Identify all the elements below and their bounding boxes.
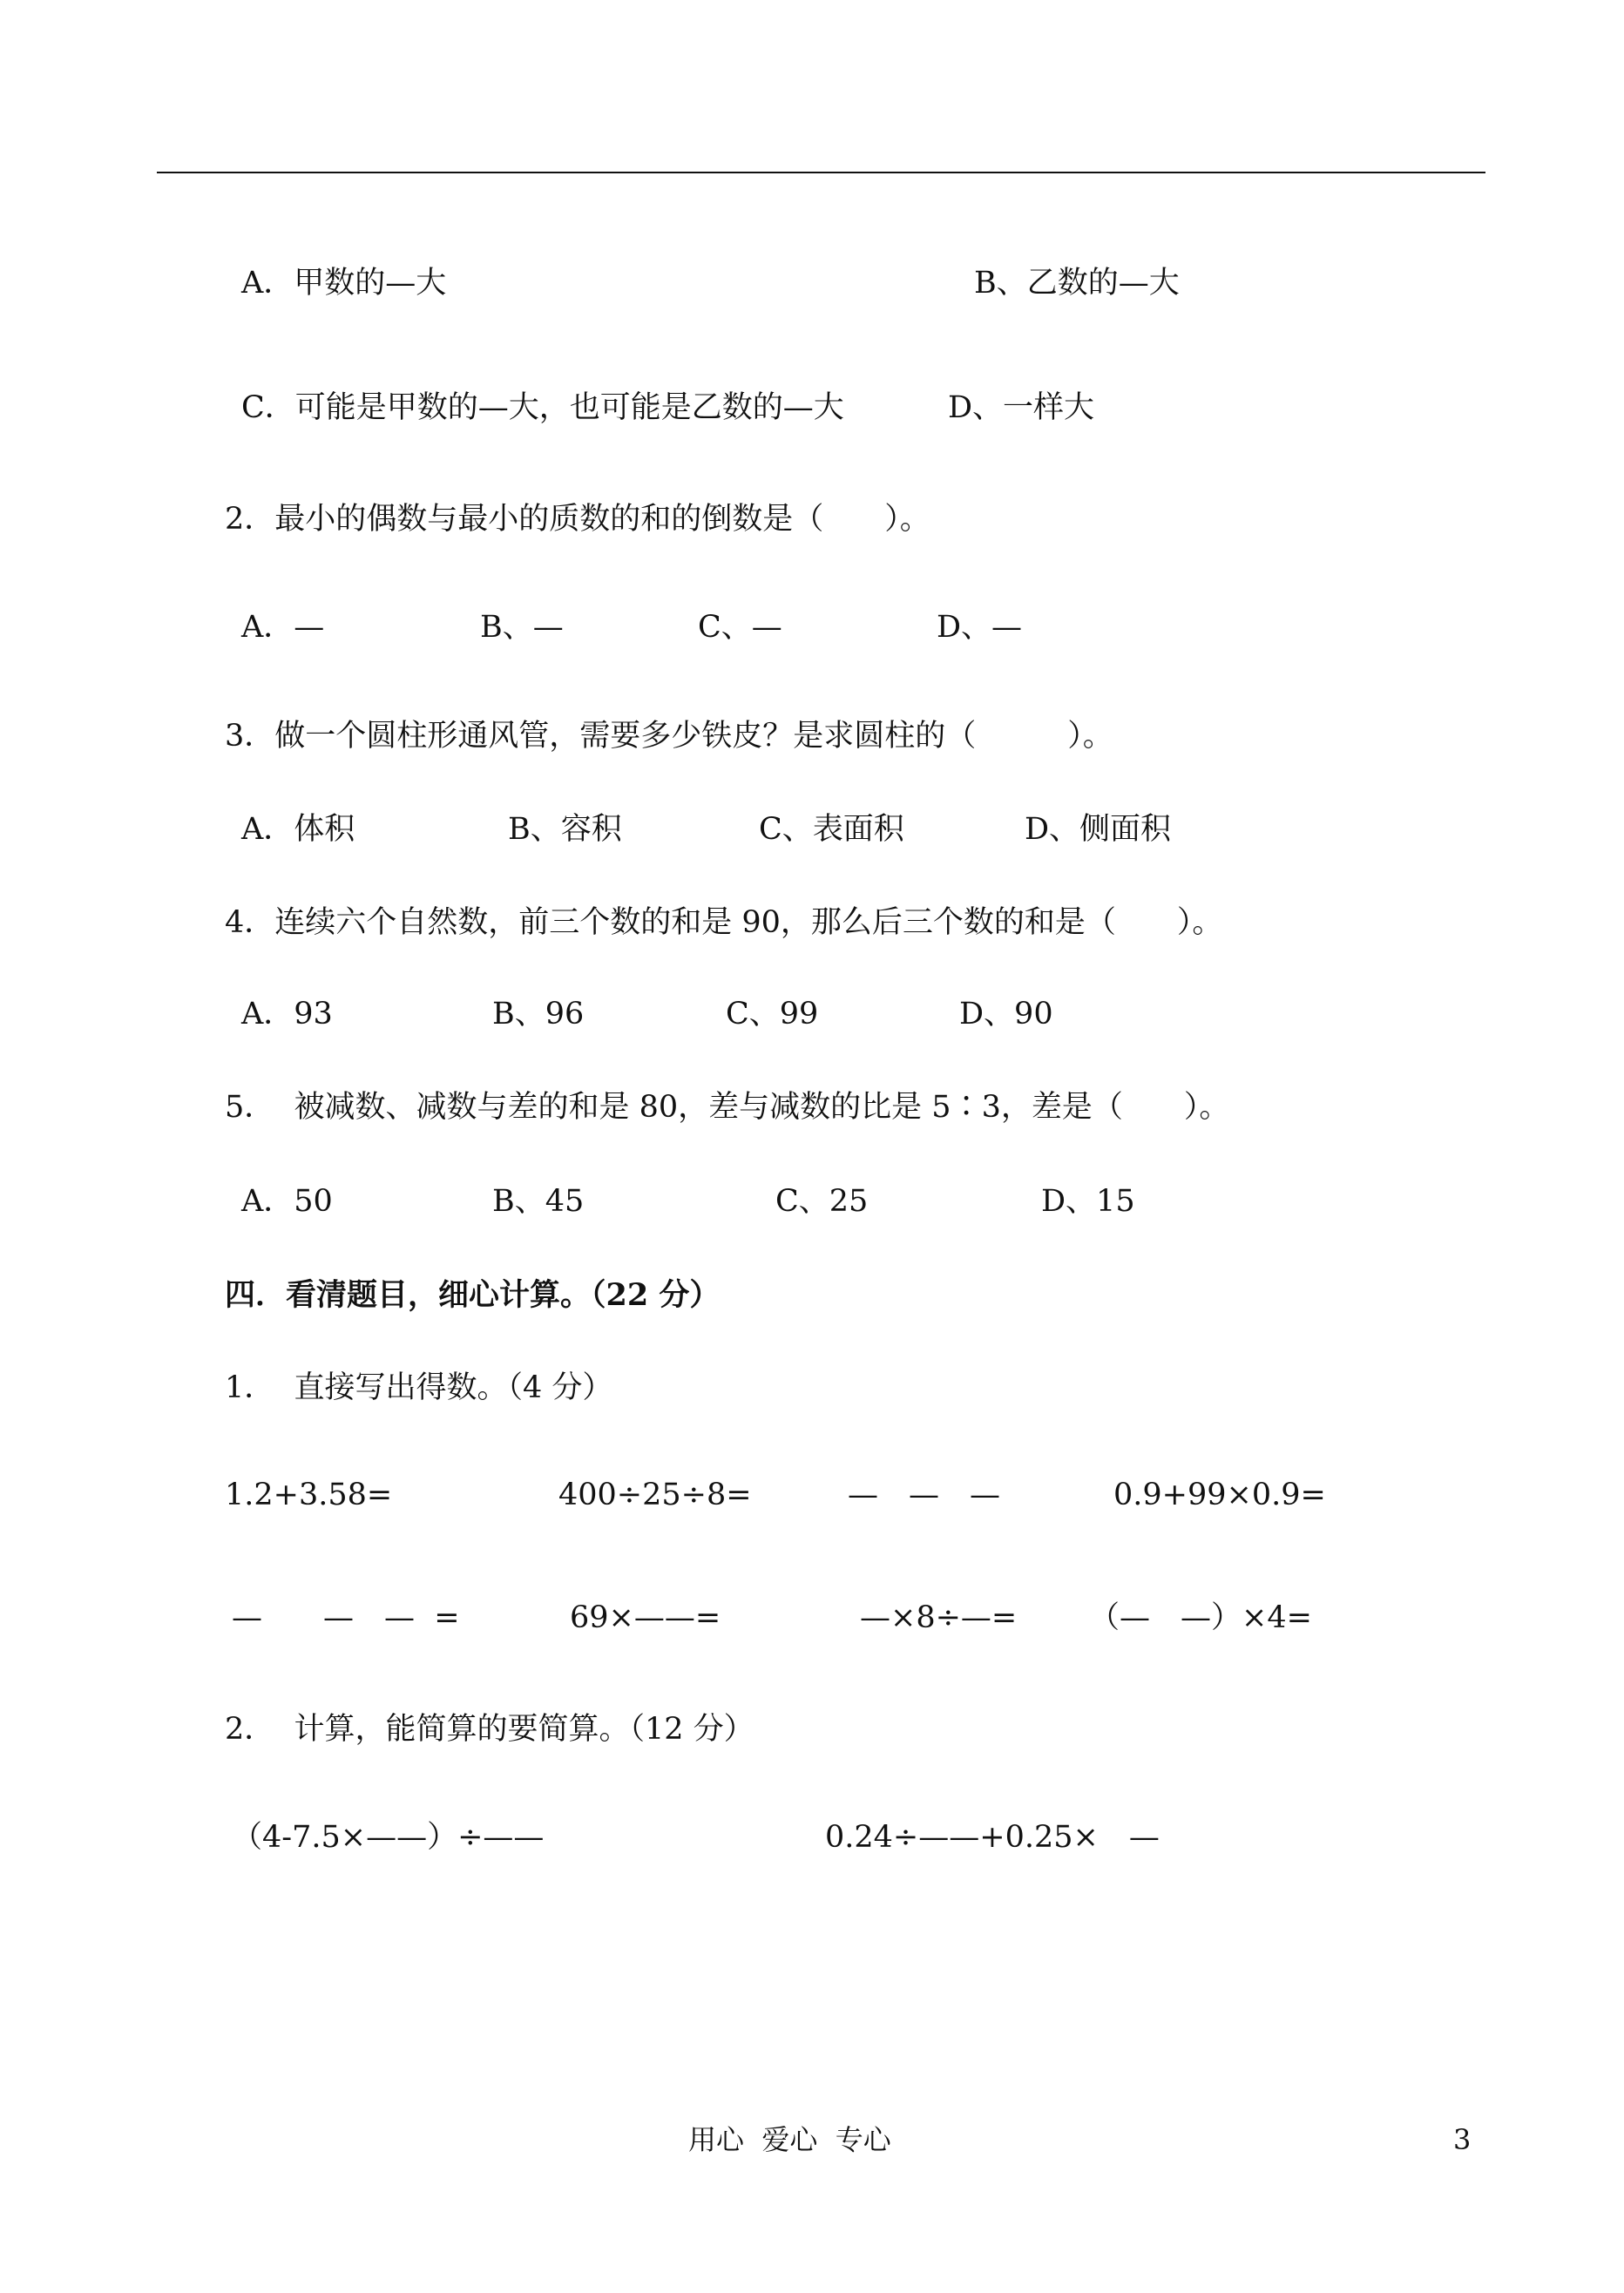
q2-options (0, 603, 1624, 652)
oral-calc-item: — — — = (232, 1600, 460, 1635)
page-number: 3 (1453, 2123, 1472, 2156)
q2-option-c: C、— (698, 610, 782, 645)
q4-option-b: B、96 (492, 997, 585, 1032)
q3-option-b: B、容积 (508, 812, 622, 847)
q4-option-c: C、99 (726, 997, 819, 1032)
q3-option-a: A．体积 (241, 812, 355, 847)
q1-option-c: C．可能是甲数的—大，也可能是乙数的—大 (241, 390, 844, 425)
calc-item: 0.24÷——+0.25× — (825, 1820, 1160, 1855)
oral-calc-item: （— —）×4= (1089, 1600, 1312, 1635)
calc-row (0, 1813, 1624, 1862)
part1-title: 1． 直接写出得数。（4 分） (225, 1370, 613, 1405)
section4-title: 四．看清题目，细心计算。（22 分） (225, 1277, 721, 1313)
q4-stem-line (0, 898, 1624, 947)
oral-calc-item: 0.9+99×0.9= (1113, 1478, 1326, 1512)
calc-item: （4-7.5×——）÷—— (232, 1820, 545, 1855)
oral-calc-row1 (0, 1471, 1624, 1519)
footer-slogan: 用心 爱心 专心 (688, 2123, 891, 2156)
header-rule (157, 172, 1485, 173)
q5-option-d: D、15 (1041, 1184, 1135, 1219)
q5-option-a: A．50 (241, 1184, 333, 1219)
q3-stem: 3．做一个圆柱形通风管，需要多少铁皮？是求圆柱的（ ）。 (225, 719, 1113, 754)
q1-options-row1 (0, 259, 1624, 308)
q3-options (0, 805, 1624, 854)
q5-stem: 5． 被减数、减数与差的和是 80，差与减数的比是 5∶3，差是（ ）。 (225, 1090, 1230, 1125)
part2-title: 2． 计算，能简算的要简算。（12 分） (225, 1712, 754, 1747)
q4-stem: 4．连续六个自然数，前三个数的和是 90，那么后三个数的和是（ ）。 (225, 905, 1223, 940)
q2-stem-line (0, 495, 1624, 544)
q3-option-d: D、侧面积 (1025, 812, 1172, 847)
q4-options (0, 990, 1624, 1038)
q4-option-a: A．93 (241, 997, 333, 1032)
oral-calc-item: 1.2+3.58= (225, 1478, 393, 1512)
q5-option-b: B、45 (492, 1184, 585, 1219)
q3-stem-line (0, 712, 1624, 761)
q2-option-a: A．— (241, 610, 325, 645)
q2-option-b: B、— (480, 610, 564, 645)
section4-title-line (0, 1271, 1624, 1320)
q1-options-row2 (0, 383, 1624, 432)
oral-calc-item: — — — (848, 1478, 1001, 1512)
q5-option-c: C、25 (775, 1184, 869, 1219)
q2-stem: 2．最小的偶数与最小的质数的和的倒数是（ ）。 (225, 502, 930, 537)
q2-option-d: D、— (937, 610, 1023, 645)
q3-option-c: C、表面积 (759, 812, 904, 847)
oral-calc-item: —×8÷—= (860, 1600, 1018, 1635)
part2-title-line (0, 1705, 1624, 1754)
q5-stem-line (0, 1083, 1624, 1132)
oral-calc-row2 (0, 1593, 1624, 1642)
part1-title-line (0, 1363, 1624, 1412)
q1-option-b: B、乙数的—大 (974, 266, 1180, 301)
oral-calc-item: 400÷25÷8= (558, 1478, 752, 1512)
q4-option-d: D、90 (959, 997, 1053, 1032)
q1-option-d: D、一样大 (948, 390, 1095, 425)
q5-options (0, 1177, 1624, 1226)
oral-calc-item: 69×——= (570, 1600, 721, 1635)
q1-option-a: A．甲数的—大 (241, 266, 447, 301)
